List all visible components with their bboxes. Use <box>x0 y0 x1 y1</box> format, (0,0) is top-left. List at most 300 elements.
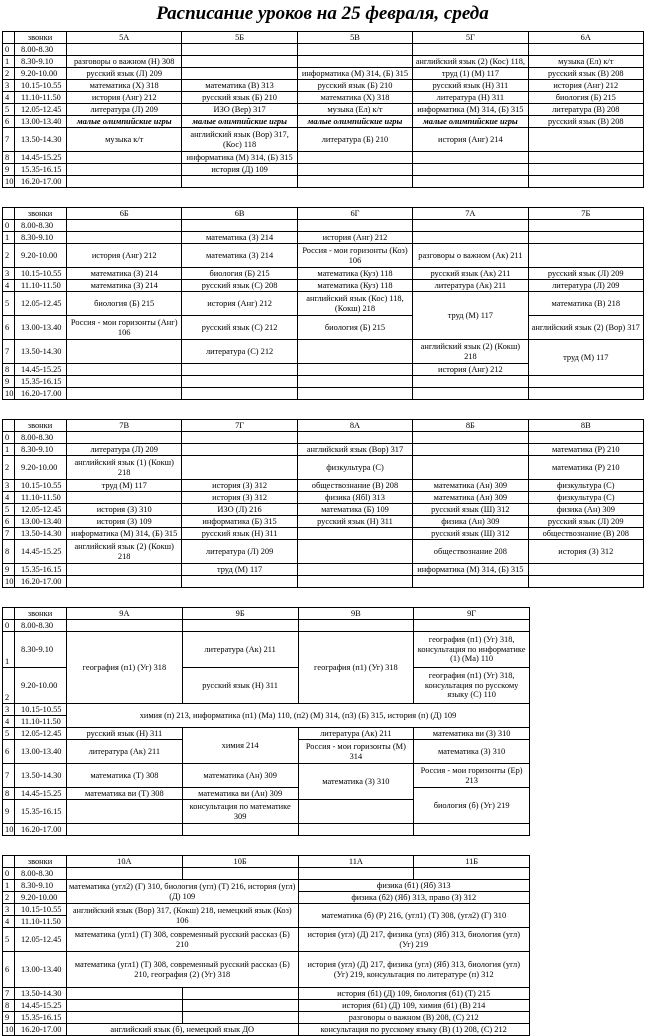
table-row <box>3 388 644 400</box>
lesson-cell <box>528 128 643 152</box>
lesson-cell: история (Анг) 212 <box>413 364 528 376</box>
class-header: 5Б <box>182 32 297 44</box>
lesson-cell <box>67 220 182 232</box>
bell-header: звонки <box>15 856 67 868</box>
lesson-cell <box>67 388 182 400</box>
bell-time: 8.30-9.10 <box>15 880 67 892</box>
lesson-cell: математика (З) 214 <box>182 244 297 268</box>
bell-time: 8.00-8.30 <box>15 620 67 632</box>
bell-time: 13.50-14.30 <box>15 988 67 1000</box>
lesson-number: 5 <box>3 292 15 316</box>
class-header: 8В <box>528 420 643 432</box>
bell-time: 13.50-14.30 <box>15 340 67 364</box>
lesson-cell: информатика (М) 314, (Б) 315 <box>297 68 412 80</box>
lesson-cell: математика (Х) 318 <box>67 80 182 92</box>
lesson-number: 7 <box>3 988 15 1000</box>
lesson-number: 2 <box>3 668 15 704</box>
lesson-cell: литература (Ак) 211 <box>298 728 414 740</box>
lesson-cell <box>67 44 182 56</box>
schedule-block-9 <box>2 607 530 836</box>
lesson-cell: история (З) 312 <box>528 540 643 564</box>
lesson-cell: история (З) 109 <box>67 516 182 528</box>
lesson-cell <box>182 1000 298 1012</box>
lesson-cell <box>182 388 297 400</box>
lesson-cell <box>67 576 182 588</box>
lesson-cell <box>528 176 643 188</box>
bell-time: 14.45-15.25 <box>15 540 67 564</box>
lesson-cell: музыка (Ел) к/т <box>528 56 643 68</box>
bell-time: 8.00-8.30 <box>15 220 67 232</box>
bell-header: звонки <box>15 208 67 220</box>
table-row <box>3 1000 530 1012</box>
class-header: 9Б <box>182 608 298 620</box>
bell-time: 8.00-8.30 <box>15 432 67 444</box>
num-header <box>3 608 15 620</box>
lesson-cell: история (З) 310 <box>67 504 182 516</box>
lesson-number: 7 <box>3 764 15 788</box>
bell-time: 8.30-9.10 <box>15 444 67 456</box>
lesson-cell <box>413 456 528 480</box>
table-row <box>3 788 530 800</box>
lesson-cell: английский язык (2) (Кос) 118, <box>413 56 528 68</box>
lesson-cell: обществознание 208 <box>413 540 528 564</box>
lesson-cell: физика (б1) (Яб) 313 <box>298 880 530 892</box>
lesson-number: 7 <box>3 128 15 152</box>
lesson-cell: русский язык (С) 212 <box>182 316 297 340</box>
lesson-cell <box>182 432 297 444</box>
lesson-cell: обществознание (В) 208 <box>528 528 643 540</box>
lesson-cell <box>413 576 528 588</box>
bell-header: звонки <box>15 420 67 432</box>
lesson-cell <box>297 376 412 388</box>
lesson-cell: ИЗО (Вер) 317 <box>182 104 297 116</box>
table-row <box>3 152 644 164</box>
lesson-cell <box>182 988 298 1000</box>
bell-time: 9.20-10.00 <box>15 892 67 904</box>
lesson-cell <box>182 824 298 836</box>
lesson-cell: малые олимпийские игры <box>67 116 182 128</box>
lesson-cell <box>67 824 183 836</box>
table-row <box>3 316 644 340</box>
lesson-cell: химия 214 <box>182 728 298 764</box>
lesson-cell: русский язык (Н) 311 <box>182 528 297 540</box>
lesson-cell: английский язык (2) (Вор) 317 <box>528 316 643 340</box>
lesson-cell <box>182 576 297 588</box>
class-header: 6А <box>528 32 643 44</box>
lesson-cell <box>67 432 182 444</box>
lesson-cell <box>67 376 182 388</box>
table-row <box>3 480 644 492</box>
lesson-number: 10 <box>3 824 15 836</box>
lesson-cell <box>67 1012 183 1024</box>
bell-time: 11.10-11.50 <box>15 492 67 504</box>
table-row <box>3 1012 530 1024</box>
lesson-cell <box>528 576 643 588</box>
lesson-number: 8 <box>3 152 15 164</box>
lesson-cell <box>413 164 528 176</box>
table-row <box>3 280 644 292</box>
lesson-number: 8 <box>3 364 15 376</box>
lesson-cell <box>297 56 412 68</box>
table-row <box>3 988 530 1000</box>
table-row <box>3 620 530 632</box>
bell-time: 10.15-10.55 <box>15 704 67 716</box>
lesson-cell <box>413 388 528 400</box>
lesson-cell: литература (Н) 311 <box>413 92 528 104</box>
lesson-cell: русский язык (Б) 210 <box>182 92 297 104</box>
lesson-cell: русский язык (Л) 209 <box>528 516 643 528</box>
header-row <box>3 208 644 220</box>
class-header: 8Б <box>413 420 528 432</box>
bell-time: 16.20-17.00 <box>15 1024 67 1036</box>
table-row <box>3 164 644 176</box>
lesson-number: 9 <box>3 1012 15 1024</box>
lesson-cell: география (п1) (Уг) 318 <box>298 632 414 704</box>
lesson-cell: физкультура (С) <box>528 480 643 492</box>
lesson-cell: русский язык (Н) 311 <box>182 668 298 704</box>
lesson-cell: физика (Ябl) 313 <box>297 492 412 504</box>
bell-time: 12.05-12.45 <box>15 292 67 316</box>
lesson-number: 0 <box>3 220 15 232</box>
lesson-number: 2 <box>3 244 15 268</box>
lesson-cell: физика (б2) (Яб) 313, право (З) 312 <box>298 892 530 904</box>
schedule-block-5-6 <box>2 31 644 188</box>
bell-time: 13.50-14.30 <box>15 528 67 540</box>
lesson-cell <box>67 564 182 576</box>
table-row <box>3 504 644 516</box>
table-row <box>3 540 644 564</box>
lesson-cell: биология (Б) 215 <box>297 316 412 340</box>
lesson-cell <box>67 800 183 824</box>
bell-time: 14.45-15.25 <box>15 1000 67 1012</box>
class-header: 9В <box>298 608 414 620</box>
lesson-number: 3 <box>3 904 15 916</box>
lesson-cell <box>297 220 412 232</box>
lesson-number: 10 <box>3 576 15 588</box>
bell-time: 14.45-15.25 <box>15 364 67 376</box>
table-row <box>3 340 644 364</box>
lesson-cell <box>297 364 412 376</box>
lesson-cell: история (Анг) 212 <box>67 244 182 268</box>
lesson-cell <box>528 44 643 56</box>
table-row <box>3 44 644 56</box>
lesson-number: 5 <box>3 104 15 116</box>
lesson-cell: математика (З) 214 <box>182 232 297 244</box>
bell-time: 13.50-14.30 <box>15 128 67 152</box>
bell-time: 15.35-16.15 <box>15 376 67 388</box>
lesson-cell: обществознание (В) 208 <box>297 480 412 492</box>
class-header: 5В <box>297 32 412 44</box>
lesson-cell: история (Анг) 212 <box>67 92 182 104</box>
lesson-cell: математика (З) 214 <box>67 280 182 292</box>
lesson-cell <box>413 176 528 188</box>
lesson-number: 9 <box>3 376 15 388</box>
lesson-number: 2 <box>3 456 15 480</box>
lesson-cell: разговоры о важном (Ак) 211 <box>413 244 528 268</box>
lesson-number: 2 <box>3 68 15 80</box>
lesson-number: 7 <box>3 340 15 364</box>
lesson-cell: английский язык (Вор) 317, (Кокш) 218, немецкий язык (Коз) 106 <box>67 904 299 928</box>
lesson-cell: Россия - мои горизонты (Ер) 213 <box>414 764 530 788</box>
table-row <box>3 292 644 316</box>
bell-time: 9.20-10.00 <box>15 68 67 80</box>
lesson-cell: английский язык (2) (Кокш) 218 <box>67 540 182 564</box>
bell-time: 8.30-9.10 <box>15 56 67 68</box>
lesson-number: 0 <box>3 868 15 880</box>
lesson-cell <box>67 364 182 376</box>
class-header: 11Б <box>414 856 530 868</box>
bell-time: 13.00-13.40 <box>15 116 67 128</box>
lesson-cell: русский язык (В) 208 <box>528 68 643 80</box>
lesson-cell: английский язык (2) (Кокш) 218 <box>413 340 528 364</box>
lesson-cell: физика (Ан) 309 <box>528 504 643 516</box>
bell-time: 9.20-10.00 <box>15 244 67 268</box>
lesson-cell <box>182 868 298 880</box>
schedule-block-10-11 <box>2 855 530 1036</box>
lesson-cell: труд (М) 117 <box>528 340 643 376</box>
lesson-cell <box>528 220 643 232</box>
table-row <box>3 576 644 588</box>
lesson-cell: английский язык (Кос) 118, (Кокш) 218 <box>297 292 412 316</box>
lesson-cell <box>182 220 297 232</box>
lesson-cell: английский язык (Вор) 317, (Кос) 118 <box>182 128 297 152</box>
lesson-cell: математика (В) 313 <box>182 80 297 92</box>
lesson-cell: малые олимпийские игры <box>182 116 297 128</box>
bell-header: звонки <box>15 32 67 44</box>
lesson-cell: математика (угл2) (Г) 310, биология (угл) (Т) 216, история (угл) (Д) 109 <box>67 880 299 904</box>
lesson-number: 8 <box>3 540 15 564</box>
bell-time: 13.50-14.30 <box>15 764 67 788</box>
table-row <box>3 632 530 668</box>
table-row <box>3 56 644 68</box>
lesson-number: 10 <box>3 1024 15 1036</box>
lesson-cell: Россия - мои горизонты (М) 314 <box>298 740 414 764</box>
table-row <box>3 1024 530 1036</box>
lesson-cell: математика (Ан) 309 <box>182 764 298 788</box>
lesson-number: 0 <box>3 432 15 444</box>
class-header: 7В <box>67 420 182 432</box>
page-title: Расписание уроков на 25 февраля, среда <box>156 3 489 24</box>
lesson-cell <box>297 44 412 56</box>
lesson-cell: история (З) 312 <box>182 480 297 492</box>
lesson-cell <box>297 564 412 576</box>
lesson-cell <box>528 376 643 388</box>
lesson-number: 8 <box>3 788 15 800</box>
lesson-cell: малые олимпийские игры <box>413 116 528 128</box>
lesson-cell: математика (Куз) 118 <box>297 280 412 292</box>
lesson-cell <box>414 620 530 632</box>
header-row <box>3 32 644 44</box>
lesson-cell <box>67 620 183 632</box>
lesson-cell: разговоры о важном (В) 208, (С) 212 <box>298 1012 530 1024</box>
lesson-cell: физкультура (С) <box>297 456 412 480</box>
lesson-cell <box>297 388 412 400</box>
header-row <box>3 608 530 620</box>
lesson-cell: математика (З) 310 <box>414 740 530 764</box>
lesson-cell: математика (угл1) (Т) 308, современный русский рассказ (Б) 210 <box>67 928 299 952</box>
table-row <box>3 516 644 528</box>
lesson-cell: информатика (М) 314, (Б) 315 <box>413 104 528 116</box>
lesson-number: 4 <box>3 280 15 292</box>
lesson-number: 1 <box>3 232 15 244</box>
class-header: 10Б <box>182 856 298 868</box>
bell-time: 15.35-16.15 <box>15 564 67 576</box>
lesson-number: 4 <box>3 92 15 104</box>
lesson-cell: информатика (М) 314, (Б) 315 <box>182 152 297 164</box>
lesson-cell <box>67 340 182 364</box>
lesson-cell: английский язык (1) (Кокш) 218 <box>67 456 182 480</box>
lesson-cell: история (б1) (Д) 109, химия (б1) (В) 214 <box>298 1000 530 1012</box>
lesson-cell <box>413 232 528 244</box>
bell-header: звонки <box>15 608 67 620</box>
lesson-cell: математика (Ан) 309 <box>413 492 528 504</box>
bell-time: 13.00-13.40 <box>15 316 67 340</box>
lesson-cell: история (б1) (Д) 109, биология (б1) (Т) 215 <box>298 988 530 1000</box>
lesson-cell: литература (Л) 209 <box>67 444 182 456</box>
bell-time: 9.20-10.00 <box>15 456 67 480</box>
lesson-cell: математика (Р) 210 <box>528 456 643 480</box>
lesson-cell: биология (б) (Уг) 219 <box>414 788 530 824</box>
lesson-cell: физика (Ан) 309 <box>413 516 528 528</box>
lesson-cell <box>182 1012 298 1024</box>
lesson-cell <box>414 824 530 836</box>
class-header: 9А <box>67 608 183 620</box>
header-row <box>3 420 644 432</box>
lesson-number: 9 <box>3 164 15 176</box>
bell-time: 11.10-11.50 <box>15 916 67 928</box>
lesson-cell <box>298 620 414 632</box>
lesson-cell: русский язык (Ш) 312 <box>413 504 528 516</box>
lesson-cell <box>67 152 182 164</box>
lesson-cell <box>413 432 528 444</box>
table-row <box>3 880 530 892</box>
table-row <box>3 432 644 444</box>
table-row <box>3 80 644 92</box>
bell-time: 12.05-12.45 <box>15 504 67 516</box>
lesson-cell: химия (п) 213, информатика (п1) (Ма) 110, (п2) (М) 314, (п3) (Б) 315, история (п) (Д) 109 <box>67 704 530 728</box>
bell-time: 13.00-13.40 <box>15 516 67 528</box>
class-header: 6В <box>182 208 297 220</box>
lesson-cell: биология (Б) 215 <box>528 92 643 104</box>
lesson-cell <box>67 1000 183 1012</box>
lesson-cell <box>298 800 414 824</box>
lesson-cell: консультация по математике 309 <box>182 800 298 824</box>
lesson-cell <box>182 176 297 188</box>
table-row <box>3 764 530 788</box>
lesson-cell <box>413 44 528 56</box>
lesson-cell: разговоры о важном (Н) 308 <box>67 56 182 68</box>
bell-time: 15.35-16.15 <box>15 1012 67 1024</box>
lesson-cell: математика (угл1) (Т) 308, современный русский рассказ (Б) 210, география (2) (Уг) 318 <box>67 952 299 988</box>
lesson-number: 2 <box>3 892 15 904</box>
lesson-cell <box>413 220 528 232</box>
num-header <box>3 420 15 432</box>
lesson-cell: математика (Куз) 118 <box>297 268 412 280</box>
lesson-cell <box>528 388 643 400</box>
lesson-cell <box>67 492 182 504</box>
bell-time: 14.45-15.25 <box>15 152 67 164</box>
lesson-cell: география (п1) (Уг) 318 <box>67 632 183 704</box>
table-row <box>3 824 530 836</box>
schedule-block-7-8 <box>2 419 644 588</box>
class-header: 5А <box>67 32 182 44</box>
lesson-cell <box>297 576 412 588</box>
lesson-cell <box>182 68 297 80</box>
bell-time: 16.20-17.00 <box>15 388 67 400</box>
lesson-cell: литература (Л) 209 <box>528 280 643 292</box>
lesson-cell: литература (В) 208 <box>528 104 643 116</box>
lesson-cell: русский язык (С) 208 <box>182 280 297 292</box>
lesson-cell <box>67 232 182 244</box>
lesson-cell: история (Анг) 214 <box>413 128 528 152</box>
lesson-cell: труд (М) 117 <box>67 480 182 492</box>
bell-time: 10.15-10.55 <box>15 904 67 916</box>
table-row <box>3 116 644 128</box>
lesson-number: 3 <box>3 480 15 492</box>
bell-time: 8.00-8.30 <box>15 44 67 56</box>
lesson-cell: математика (Ан) 309 <box>413 480 528 492</box>
lesson-number: 3 <box>3 268 15 280</box>
table-row <box>3 728 530 740</box>
lesson-cell: математика (Б) 109 <box>297 504 412 516</box>
lesson-cell: математика (В) 218 <box>528 292 643 316</box>
lesson-cell: история (угл) (Д) 217, физика (угл) (Яб) 313, биология (угл) (Уг) 219 <box>298 928 530 952</box>
bell-time: 10.15-10.55 <box>15 80 67 92</box>
lesson-number: 5 <box>3 504 15 516</box>
table-row <box>3 244 644 268</box>
lesson-cell <box>67 988 183 1000</box>
lesson-cell: география (п1) (Уг) 318, консультация по информатике (1) (Ма) 110 <box>414 632 530 668</box>
lesson-cell: русский язык (Н) 311 <box>67 728 183 740</box>
lesson-cell <box>67 868 183 880</box>
lesson-cell: история (З) 312 <box>182 492 297 504</box>
bell-time: 10.15-10.55 <box>15 268 67 280</box>
bell-time: 9.20-10.00 <box>15 668 67 704</box>
bell-time: 11.10-11.50 <box>15 92 67 104</box>
class-header: 8А <box>297 420 412 432</box>
lesson-cell <box>182 620 298 632</box>
lesson-number: 6 <box>3 516 15 528</box>
lesson-number: 0 <box>3 620 15 632</box>
lesson-cell: информатика (М) 314, (Б) 315 <box>413 564 528 576</box>
lesson-cell <box>528 244 643 268</box>
lesson-cell <box>528 564 643 576</box>
lesson-cell: английский язык (Вор) 317 <box>297 444 412 456</box>
lesson-cell <box>528 432 643 444</box>
lesson-number: 4 <box>3 492 15 504</box>
lesson-cell: история (Анг) 212 <box>528 80 643 92</box>
lesson-cell: литература (Л) 209 <box>182 540 297 564</box>
lesson-cell: музыка к/т <box>67 128 182 152</box>
bell-time: 12.05-12.45 <box>15 728 67 740</box>
class-header: 7Б <box>528 208 643 220</box>
table-row <box>3 528 644 540</box>
bell-time: 14.45-15.25 <box>15 788 67 800</box>
lesson-cell: история (Анг) 212 <box>297 232 412 244</box>
lesson-cell <box>528 164 643 176</box>
lesson-number: 9 <box>3 800 15 824</box>
class-header: 9Г <box>414 608 530 620</box>
class-header: 11А <box>298 856 414 868</box>
table-row <box>3 704 530 716</box>
table-row <box>3 92 644 104</box>
lesson-cell: математика (б) (Р) 216, (угл1) (Т) 308, (угл2) (Г) 310 <box>298 904 530 928</box>
lesson-cell: литература (Ак) 211 <box>182 632 298 668</box>
lesson-cell: история (Анг) 212 <box>182 292 297 316</box>
lesson-cell <box>297 176 412 188</box>
lesson-cell: малые олимпийские игры <box>297 116 412 128</box>
lesson-number: 5 <box>3 928 15 952</box>
